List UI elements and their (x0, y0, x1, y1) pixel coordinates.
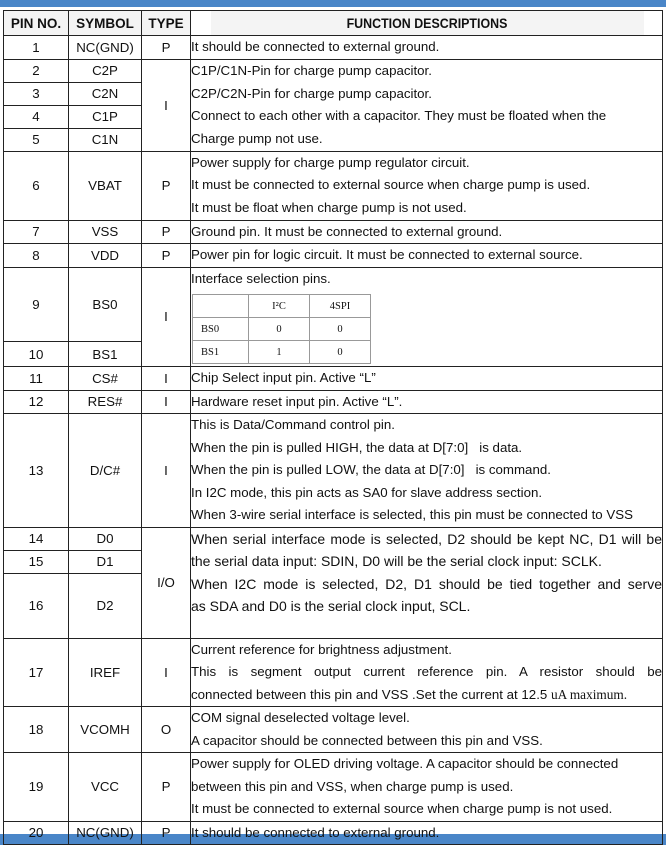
pin-description: It should be connected to external ground. (191, 821, 663, 845)
header-type: TYPE (142, 11, 191, 36)
pin-symbol: BS1 (69, 342, 142, 367)
bs0-i2c-value: 0 (249, 318, 310, 341)
pin-number: 6 (4, 151, 69, 220)
pin-symbol: VBAT (69, 151, 142, 220)
pin-number: 13 (4, 414, 69, 528)
4spi-column-header: 4SPI (310, 295, 371, 318)
pin-number: 15 (4, 550, 69, 573)
pin-symbol: CS# (69, 367, 142, 391)
pin-number: 9 (4, 267, 69, 342)
pin-description-sheet (0, 7, 666, 841)
pin-number: 16 (4, 573, 69, 638)
pin-description: Hardware reset input pin. Active “L”. (191, 390, 663, 414)
pin-description: This is Data/Command control pin. When the pin is pulled HIGH, the data at D[7:0] is data. When the pin is pulled LOW, the data at D[7:0] is command. In I2C mode, this pin acts as SA0 for slave address section. When 3-wire serial interface is selected, this pin must be connected to VSS (191, 414, 663, 528)
pin-type: P (142, 753, 191, 822)
table-row (4, 414, 663, 528)
pin-symbol: VCC (69, 753, 142, 822)
pin-number: 10 (4, 342, 69, 367)
i2c-column-header: I²C (249, 295, 310, 318)
table-row (4, 151, 663, 220)
pin-symbol: NC(GND) (69, 36, 142, 60)
pin-number: 12 (4, 390, 69, 414)
pin-symbol: VDD (69, 244, 142, 268)
pin-number: 1 (4, 36, 69, 60)
pin-symbol: C2P (69, 59, 142, 82)
pin-type: I (142, 59, 191, 151)
table-row (4, 367, 663, 391)
pin-description: Power supply for charge pump regulator circuit. It must be connected to external source when charge pump is used. It must be float when charge pump is not used. (191, 151, 663, 220)
pin-number: 19 (4, 753, 69, 822)
table-row (4, 707, 663, 753)
table-row (4, 527, 663, 550)
pin-type: I (142, 367, 191, 391)
pin-number: 8 (4, 244, 69, 268)
table-row (4, 753, 663, 822)
pin-description: Current reference for brightness adjustment. This is segment output current reference pin. A resistor should be connected between this pin and VSS .Set the current at 12.5 uA maximum. (191, 638, 663, 707)
pin-type: I (142, 390, 191, 414)
table-row (4, 59, 663, 82)
pin-symbol: D/C# (69, 414, 142, 528)
pin-number: 17 (4, 638, 69, 707)
table-row (4, 244, 663, 268)
table-row (4, 220, 663, 244)
pin-number: 4 (4, 105, 69, 128)
header-function-descriptions: FUNCTION DESCRIPTIONS (209, 11, 643, 36)
pin-description: COM signal deselected voltage level. A capacitor should be connected between this pin and VSS. (191, 707, 663, 753)
pin-description: When serial interface mode is selected, D2 should be kept NC, D1 will be the serial data input: SDIN, D0 will be the serial clock input: SCLK. When I2C mode is selected, D2, D1 should be tied together and serve as SDA and D0 is the serial clock input, SCL. (191, 527, 663, 638)
bs1-4spi-value: 0 (310, 341, 371, 364)
table-row (4, 390, 663, 414)
header-symbol: SYMBOL (69, 11, 142, 36)
interface-selection-table (192, 294, 371, 364)
table-row (4, 638, 663, 707)
pin-symbol: BS0 (69, 267, 142, 342)
pin-type: I (142, 414, 191, 528)
pin-description: C1P/C1N-Pin for charge pump capacitor. C2P/C2N-Pin for charge pump capacitor. Connect to each other with a capacitor. They must be floated when the Charge pump not use. (191, 59, 663, 151)
pin-symbol: D2 (69, 573, 142, 638)
pin-number: 14 (4, 527, 69, 550)
bs1-label: BS1 (193, 341, 249, 364)
pin-type: I/O (142, 527, 191, 638)
pin-description: Power pin for logic circuit. It must be connected to external source. (191, 244, 663, 268)
pin-symbol: VSS (69, 220, 142, 244)
pin-symbol: D0 (69, 527, 142, 550)
pin-symbol: RES# (69, 390, 142, 414)
pin-symbol: C1N (69, 128, 142, 151)
pin-number: 5 (4, 128, 69, 151)
pin-type: P (142, 821, 191, 845)
pin-number: 18 (4, 707, 69, 753)
pin-symbol: NC(GND) (69, 821, 142, 845)
pin-type: O (142, 707, 191, 753)
pin-type: P (142, 151, 191, 220)
pin-number: 2 (4, 59, 69, 82)
header-row (4, 11, 663, 36)
pin-description: Interface selection pins. I²C 4SPI BS0 0 0 BS1 1 0 (191, 267, 663, 367)
bs1-i2c-value: 1 (249, 341, 310, 364)
pin-description: Power supply for OLED driving voltage. A capacitor should be connected between this pin and VSS, when charge pump is used. It must be connected to external source when charge pump is not used. (191, 753, 663, 822)
pin-type: I (142, 638, 191, 707)
table-row (4, 267, 663, 342)
pin-description: Ground pin. It must be connected to external ground. (191, 220, 663, 244)
pin-symbol: IREF (69, 638, 142, 707)
pin-symbol: VCOMH (69, 707, 142, 753)
pin-type: P (142, 244, 191, 268)
pin-description: Chip Select input pin. Active “L” (191, 367, 663, 391)
pin-description-table (3, 10, 663, 845)
pin-number: 20 (4, 821, 69, 845)
pin-description: It should be connected to external ground. (191, 36, 663, 60)
pin-symbol: C2N (69, 82, 142, 105)
pin-symbol: C1P (69, 105, 142, 128)
pin-number: 3 (4, 82, 69, 105)
pin-type: P (142, 36, 191, 60)
header-pin-no: PIN NO. (4, 11, 69, 36)
bs0-4spi-value: 0 (310, 318, 371, 341)
table-row (4, 36, 663, 60)
pin-number: 7 (4, 220, 69, 244)
bs0-label: BS0 (193, 318, 249, 341)
pin-number: 11 (4, 367, 69, 391)
pin-symbol: D1 (69, 550, 142, 573)
pin-type: I (142, 267, 191, 367)
pin-type: P (142, 220, 191, 244)
